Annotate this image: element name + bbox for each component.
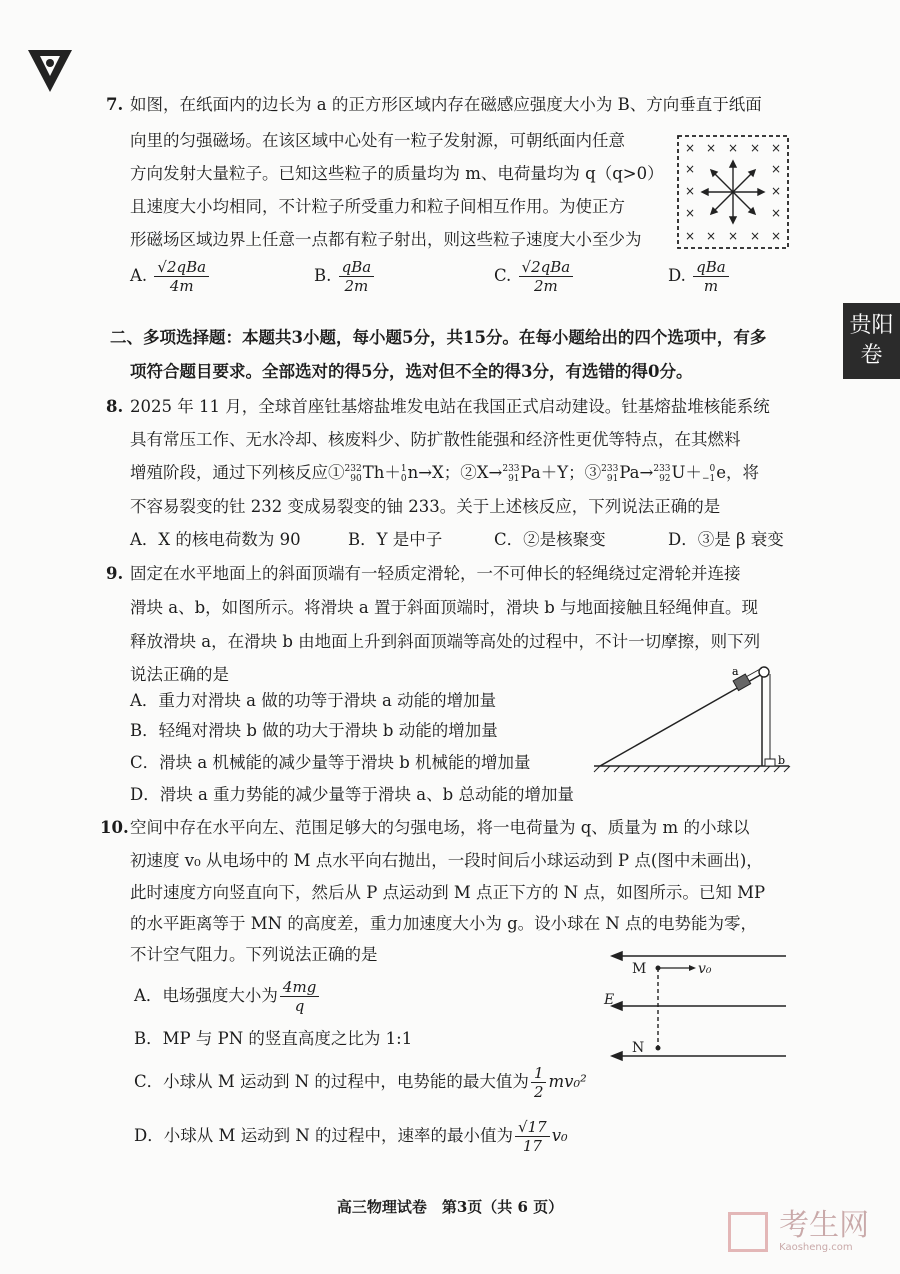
q10-line: 的水平距离等于 MN 的高度差，重力加速度大小为 g。设小球在 N 点的电势能为零， (130, 914, 758, 933)
q10-field-figure (604, 948, 790, 1064)
q7-option-d[interactable]: D. $\frac{\text{qBa}}{m}$ (668, 258, 731, 295)
svg-text:×: × (684, 162, 696, 176)
svg-text:×: × (705, 141, 717, 155)
school-logo (26, 46, 74, 94)
section-header: 项符合题目要求。全部选对的得5分，选对但不全的得3分，有选错的得0分。 (130, 362, 693, 381)
q8-number: 8. (106, 397, 124, 416)
svg-text:×: × (727, 141, 739, 155)
q9-option-c[interactable]: C．滑块 a 机械能的减少量等于滑块 b 机械能的增加量 (130, 753, 531, 772)
q10-line: 初速度 v₀ 从电场中的 M 点水平向右抛出，一段时间后小球运动到 P 点(图中未画出)， (130, 851, 763, 870)
q10-option-c[interactable]: C．小球从 M 运动到 N 的过程中，电势能的最大值为 $\frac{1}{2}$ mv₀² (134, 1064, 587, 1101)
q9-line: 固定在水平地面上的斜面顶端有一轻质定滑轮，一不可伸长的轻绳绕过定滑轮并连接 (130, 564, 741, 583)
svg-text:×: × (684, 141, 696, 155)
q10-line: 不计空气阻力。下列说法正确的是 (130, 945, 378, 964)
svg-text:×: × (749, 141, 761, 155)
svg-text:M: M (632, 961, 647, 977)
q7-option-c[interactable]: C. $\frac{\text{√2qBa}}{2m}$ (494, 258, 575, 295)
q7-line: 形磁场区域边界上任意一点都有粒子射出，则这些粒子速度大小至少为 (130, 230, 642, 249)
q7-option-b[interactable]: B. $\frac{\text{qBa}}{2m}$ (314, 258, 376, 295)
q10-line: 空间中存在水平向左、范围足够大的匀强电场，将一电荷量为 q、质量为 m 的小球以 (130, 818, 750, 837)
q8-line: 具有常压工作、无水冷却、核废料少、防扩散性能强和经济性更优等特点，在其燃料 (130, 430, 741, 449)
q8-reaction-line: 增殖阶段，通过下列核反应① 232 90 Th＋ 1 0 n→X；②X→ 233 91 Pa＋Y；③ 233 91 Pa→ 233 92 U＋ 0 −1 e，将 (130, 463, 759, 484)
q8-option-a[interactable]: A．X 的核电荷数为 90 (130, 530, 301, 549)
q7-line: 且速度大小均相同，不计粒子所受重力和粒子间相互作用。为使正方 (130, 197, 625, 216)
q10-option-b[interactable]: B．MP 与 PN 的竖直高度之比为 1:1 (134, 1029, 413, 1048)
q9-option-d[interactable]: D．滑块 a 重力势能的减少量等于滑块 a、b 总动能的增加量 (130, 785, 574, 804)
watermark: 考生网 Kaosheng.com (728, 1210, 869, 1254)
q7-line: 向里的匀强磁场。在该区域中心处有一粒子发射源，可朝纸面内任意 (130, 131, 625, 150)
q7-line: 如图，在纸面内的边长为 a 的正方形区域内存在磁感应强度大小为 B、方向垂直于纸面 (130, 95, 762, 114)
q9-incline-figure (584, 660, 794, 776)
svg-text:×: × (705, 229, 717, 243)
svg-text:×: × (770, 229, 782, 243)
svg-text:×: × (684, 229, 696, 243)
q7-line: 方向发射大量粒子。已知这些粒子的质量均为 m、电荷量均为 q（q>0） (130, 164, 664, 183)
q10-number: 10. (100, 818, 129, 837)
q9-line: 滑块 a、b，如图所示。将滑块 a 置于斜面顶端时，滑块 b 与地面接触且轻绳伸直。现 (130, 598, 759, 617)
section-header: 二、多项选择题：本题共3小题，每小题5分，共15分。在每小题给出的四个选项中，有多 (110, 328, 767, 347)
q8-option-d[interactable]: D．③是 β 衰变 (668, 530, 784, 549)
q9-option-b[interactable]: B．轻绳对滑块 b 做的功大于滑块 b 动能的增加量 (130, 721, 498, 740)
svg-text:×: × (770, 162, 782, 176)
q9-line: 说法正确的是 (130, 665, 229, 684)
q10-line: 此时速度方向竖直向下，然后从 P 点运动到 M 点正下方的 N 点，如图所示。已知 MP (130, 883, 766, 902)
q9-number: 9. (106, 564, 124, 583)
q10-option-a[interactable]: A．电场强度大小为 $\frac{4mg}{q}$ (134, 978, 321, 1015)
q8-option-b[interactable]: B．Y 是中子 (348, 530, 443, 549)
page-footer: 高三物理试卷 第3页（共 6 页） (336, 1198, 564, 1216)
q7-option-a[interactable]: A. $\frac{\text{√2qBa}}{4m}$ (130, 258, 211, 295)
watermark-logo-icon (728, 1212, 768, 1252)
svg-text:N: N (632, 1040, 645, 1056)
svg-text:×: × (684, 184, 696, 198)
svg-text:×: × (749, 229, 761, 243)
q7-field-figure (676, 134, 790, 250)
q7-number: 7. (106, 95, 124, 114)
q9-option-a[interactable]: A．重力对滑块 a 做的功等于滑块 a 动能的增加量 (130, 691, 497, 710)
q10-option-d[interactable]: D．小球从 M 运动到 N 的过程中，速率的最小值为 $\frac{√17}{17}$ v₀ (134, 1118, 568, 1155)
svg-text:×: × (770, 184, 782, 198)
region-tab: 贵阳 卷 (843, 303, 900, 379)
svg-text:b: b (778, 754, 786, 767)
q9-line: 释放滑块 a，在滑块 b 由地面上升到斜面顶端等高处的过程中，不计一切摩擦，则下列 (130, 632, 761, 651)
svg-text:v₀: v₀ (698, 961, 712, 977)
svg-text:E: E (604, 992, 615, 1008)
svg-text:×: × (727, 229, 739, 243)
q8-option-c[interactable]: C．②是核聚变 (494, 530, 606, 549)
svg-text:×: × (770, 206, 782, 220)
q8-line: 不容易裂变的钍 232 变成易裂变的铀 233。关于上述核反应，下列说法正确的是 (130, 497, 721, 516)
svg-text:a: a (732, 665, 739, 678)
svg-text:×: × (684, 206, 696, 220)
q8-line: 2025 年 11 月，全球首座钍基熔盐堆发电站在我国正式启动建设。钍基熔盐堆核能系统 (130, 397, 770, 416)
svg-text:×: × (770, 141, 782, 155)
